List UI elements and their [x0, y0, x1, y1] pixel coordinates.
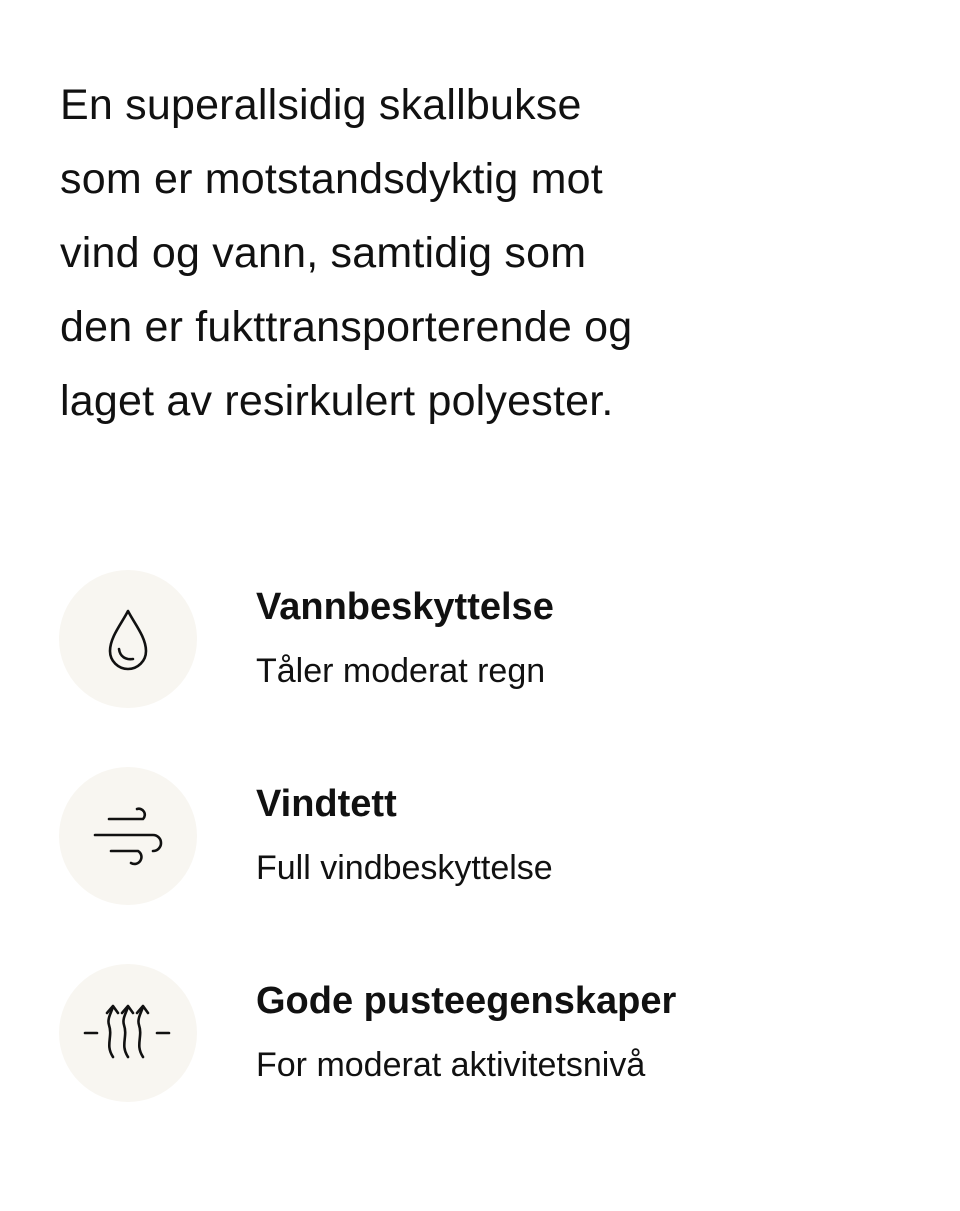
- feature-title: Gode pusteegenskaper: [256, 980, 677, 1022]
- icon-circle: [59, 964, 197, 1102]
- feature-title: Vindtett: [256, 783, 397, 825]
- icon-circle: [59, 767, 197, 905]
- description-line: En superallsidig skallbukse: [60, 81, 582, 129]
- feature-title: Vannbeskyttelse: [256, 586, 554, 628]
- breathability-icon: [83, 1001, 173, 1065]
- description-line: vind og vann, samtidig som: [60, 229, 587, 277]
- description-line: som er motstandsdyktig mot: [60, 155, 603, 203]
- feature-text: [256, 584, 554, 693]
- feature-list: [59, 570, 919, 1161]
- product-description: [60, 68, 780, 438]
- feature-subtitle: For moderat aktivitetsnivå: [256, 1046, 646, 1084]
- feature-breathability: [59, 964, 919, 1161]
- water-drop-icon: [106, 607, 150, 671]
- description-line: den er fukttransporterende og: [60, 303, 633, 351]
- feature-text: [256, 978, 676, 1087]
- feature-windproof: [59, 767, 919, 964]
- feature-subtitle: Full vindbeskyttelse: [256, 849, 553, 887]
- feature-water-protection: [59, 570, 919, 767]
- description-line: laget av resirkulert polyester.: [60, 377, 614, 425]
- feature-text: [256, 781, 553, 890]
- icon-circle: [59, 570, 197, 708]
- feature-subtitle: Tåler moderat regn: [256, 652, 546, 690]
- wind-icon: [93, 806, 163, 866]
